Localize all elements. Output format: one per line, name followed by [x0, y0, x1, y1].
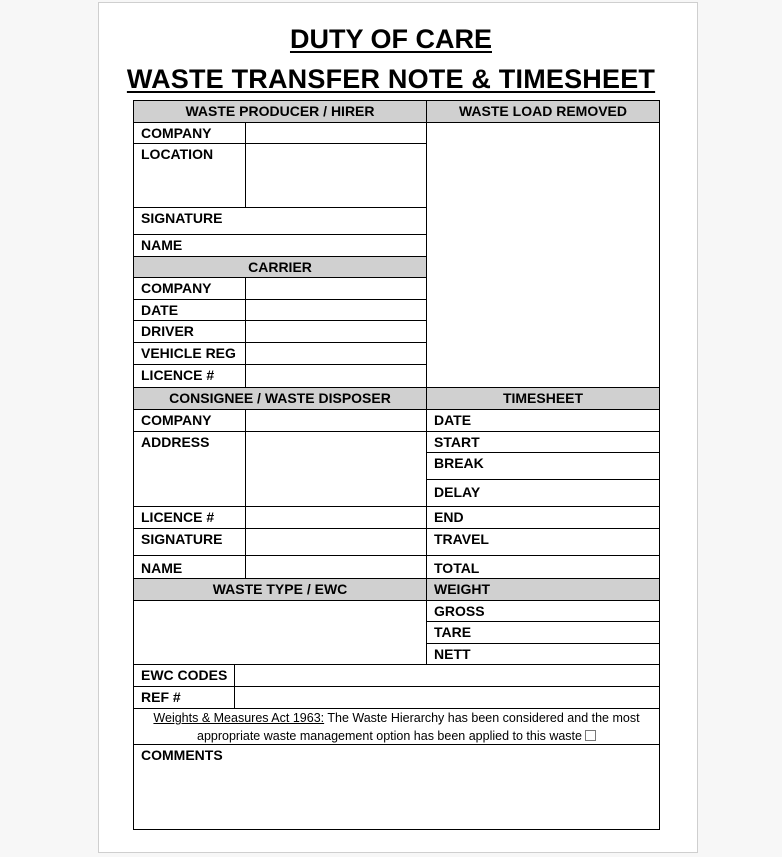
- timesheet-break-field[interactable]: BREAK: [426, 452, 660, 480]
- title-duty-of-care: DUTY OF CARE: [289, 24, 492, 54]
- consignee-company-field[interactable]: [245, 409, 427, 432]
- producer-location-field[interactable]: [245, 143, 427, 208]
- carrier-vehicle-reg-field[interactable]: [245, 342, 427, 365]
- producer-signature-field[interactable]: SIGNATURE: [133, 207, 427, 235]
- carrier-driver-field[interactable]: [245, 320, 427, 343]
- weight-gross-field[interactable]: GROSS: [426, 600, 660, 622]
- waste-hierarchy-statement: [133, 708, 660, 745]
- ref-label: REF #: [133, 686, 235, 709]
- consignee-header: CONSIGNEE / WASTE DISPOSER: [133, 387, 427, 410]
- consignee-company-label: COMPANY: [133, 409, 246, 432]
- consignee-licence-field[interactable]: [245, 506, 427, 529]
- title-waste-transfer-note: WASTE TRANSFER NOTE & TIMESHEET: [126, 64, 656, 94]
- producer-location-label: LOCATION: [133, 143, 246, 208]
- consignee-signature-field[interactable]: [245, 528, 427, 556]
- timesheet-end-field[interactable]: END: [426, 506, 660, 529]
- waste-load-header: WASTE LOAD REMOVED: [426, 100, 660, 123]
- consignee-signature-label: SIGNATURE: [133, 528, 246, 556]
- producer-header: WASTE PRODUCER / HIRER: [133, 100, 427, 123]
- consignee-address-label: ADDRESS: [133, 431, 246, 507]
- timesheet-date-field[interactable]: DATE: [426, 409, 660, 432]
- statement-text-2: appropriate waste management option has been applied to this waste: [197, 729, 582, 743]
- consignee-name-label: NAME: [133, 555, 246, 579]
- carrier-date-label: DATE: [133, 299, 246, 321]
- carrier-driver-label: DRIVER: [133, 320, 246, 343]
- timesheet-header: TIMESHEET: [426, 387, 660, 410]
- timesheet-start-field[interactable]: START: [426, 431, 660, 453]
- producer-company-field[interactable]: [245, 122, 427, 144]
- waste-load-field[interactable]: [426, 122, 660, 388]
- act-reference: Weights & Measures Act 1963:: [153, 711, 325, 725]
- waste-hierarchy-checkbox[interactable]: [585, 730, 596, 741]
- producer-company-label: COMPANY: [133, 122, 246, 144]
- weight-tare-field[interactable]: TARE: [426, 621, 660, 644]
- ref-field[interactable]: [234, 686, 660, 709]
- timesheet-travel-field[interactable]: TRAVEL: [426, 528, 660, 556]
- waste-type-header: WASTE TYPE / EWC: [133, 578, 427, 601]
- carrier-vehicle-reg-label: VEHICLE REG: [133, 342, 246, 365]
- consignee-name-field[interactable]: [245, 555, 427, 579]
- carrier-licence-label: LICENCE #: [133, 364, 246, 388]
- comments-field[interactable]: [133, 744, 660, 830]
- waste-type-field[interactable]: [133, 600, 427, 665]
- timesheet-delay-field[interactable]: DELAY: [426, 479, 660, 507]
- carrier-company-field[interactable]: [245, 277, 427, 300]
- weight-header: WEIGHT: [426, 578, 660, 601]
- carrier-company-label: COMPANY: [133, 277, 246, 300]
- weight-nett-field[interactable]: NETT: [426, 643, 660, 665]
- producer-name-field[interactable]: NAME: [133, 234, 427, 257]
- comments-label: COMMENTS: [141, 747, 223, 763]
- consignee-address-field[interactable]: [245, 431, 427, 507]
- ewc-codes-field[interactable]: [234, 664, 660, 687]
- carrier-licence-field[interactable]: [245, 364, 427, 388]
- consignee-licence-label: LICENCE #: [133, 506, 246, 529]
- statement-text-1: The Waste Hierarchy has been considered and the most: [324, 711, 640, 725]
- timesheet-total-field[interactable]: TOTAL: [426, 555, 660, 579]
- ewc-codes-label: EWC CODES: [133, 664, 235, 687]
- carrier-date-field[interactable]: [245, 299, 427, 321]
- carrier-header: CARRIER: [133, 256, 427, 278]
